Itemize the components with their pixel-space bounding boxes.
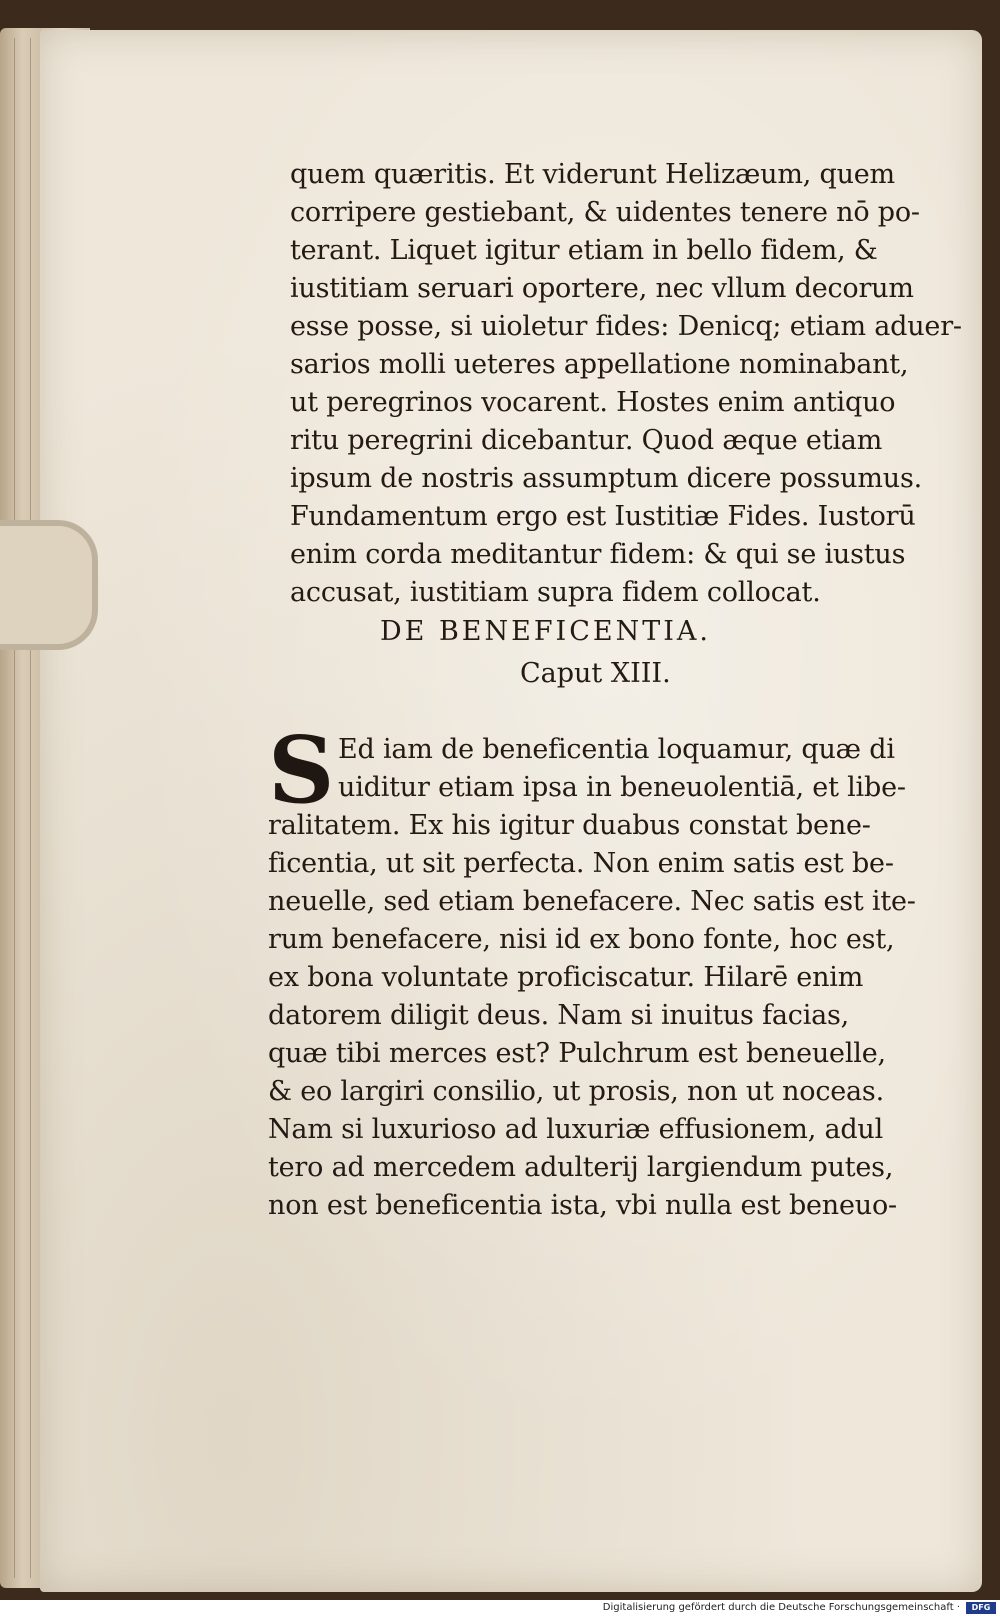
- funding-credit: Digitalisierung gefördert durch die Deutsche Forschungsgemeinschaft ·: [602, 1602, 960, 1613]
- text-line: corripere gestiebant, & uidentes tenere nō po-: [290, 197, 920, 228]
- paragraph-2: [268, 731, 958, 1225]
- text-line: ralitatem. Ex his igitur duabus constat bene-: [268, 810, 871, 841]
- text-line: ficentia, ut sit perfecta. Non enim satis est be-: [268, 848, 894, 879]
- text-line: ut peregrinos vocarent. Hostes enim antiquo: [290, 387, 896, 418]
- text-line: sarios molli ueteres appellatione nominabant,: [290, 349, 909, 380]
- text-line: rum benefacere, nisi id ex bono fonte, hoc est,: [268, 924, 895, 955]
- text-line: iustitiam seruari oportere, nec vllum decorum: [290, 273, 914, 304]
- decorated-initial: S: [268, 716, 335, 824]
- dfg-logo-icon: DFG: [966, 1602, 996, 1614]
- text-line: quæ tibi merces est? Pulchrum est beneuelle,: [268, 1038, 886, 1069]
- text-line: tero ad mercedem adulterij largiendum putes,: [268, 1152, 894, 1183]
- clasp-tab: [0, 520, 98, 650]
- leaf-edge: [30, 38, 31, 1578]
- text-line: ex bona voluntate proficiscatur. Hilarē enim: [268, 962, 864, 993]
- text-line: quem quæritis. Et viderunt Helizæum, quem: [290, 159, 895, 190]
- text-line: accusat, iustitiam supra fidem collocat.: [290, 577, 821, 608]
- text-line: enim corda meditantur fidem: & qui se iustus: [290, 539, 906, 570]
- text-line: terant. Liquet igitur etiam in bello fidem, &: [290, 235, 878, 266]
- text-line: Fundamentum ergo est Iustitiæ Fides. Iustorū: [290, 501, 916, 532]
- chapter-title: DE BENEFICENTIA.: [380, 616, 711, 647]
- chapter-number: Caput XIII.: [520, 658, 671, 689]
- text-line: uiditur etiam ipsa in beneuolentiā, et libe-: [338, 772, 906, 803]
- text-line: Nam si luxurioso ad luxuriæ effusionem, adul: [268, 1114, 884, 1145]
- text-line: ipsum de nostris assumptum dicere possumus.: [290, 463, 922, 494]
- text-line: esse posse, si uioletur fides: Denicq; etiam aduer-: [290, 311, 962, 342]
- text-line: Ed iam de beneficentia loquamur, quæ di: [338, 734, 895, 765]
- text-line: non est beneficentia ista, vbi nulla est beneuo-: [268, 1190, 897, 1221]
- text-line: neuelle, sed etiam benefacere. Nec satis est ite-: [268, 886, 916, 917]
- leaf-edge: [14, 38, 15, 1578]
- text-line: datorem diligit deus. Nam si inuitus facias,: [268, 1000, 850, 1031]
- text-line: & eo largiri consilio, ut prosis, non ut noceas.: [268, 1076, 884, 1107]
- text-line: ritu peregrini dicebantur. Quod æque etiam: [290, 425, 883, 456]
- paragraph-1: [290, 156, 962, 612]
